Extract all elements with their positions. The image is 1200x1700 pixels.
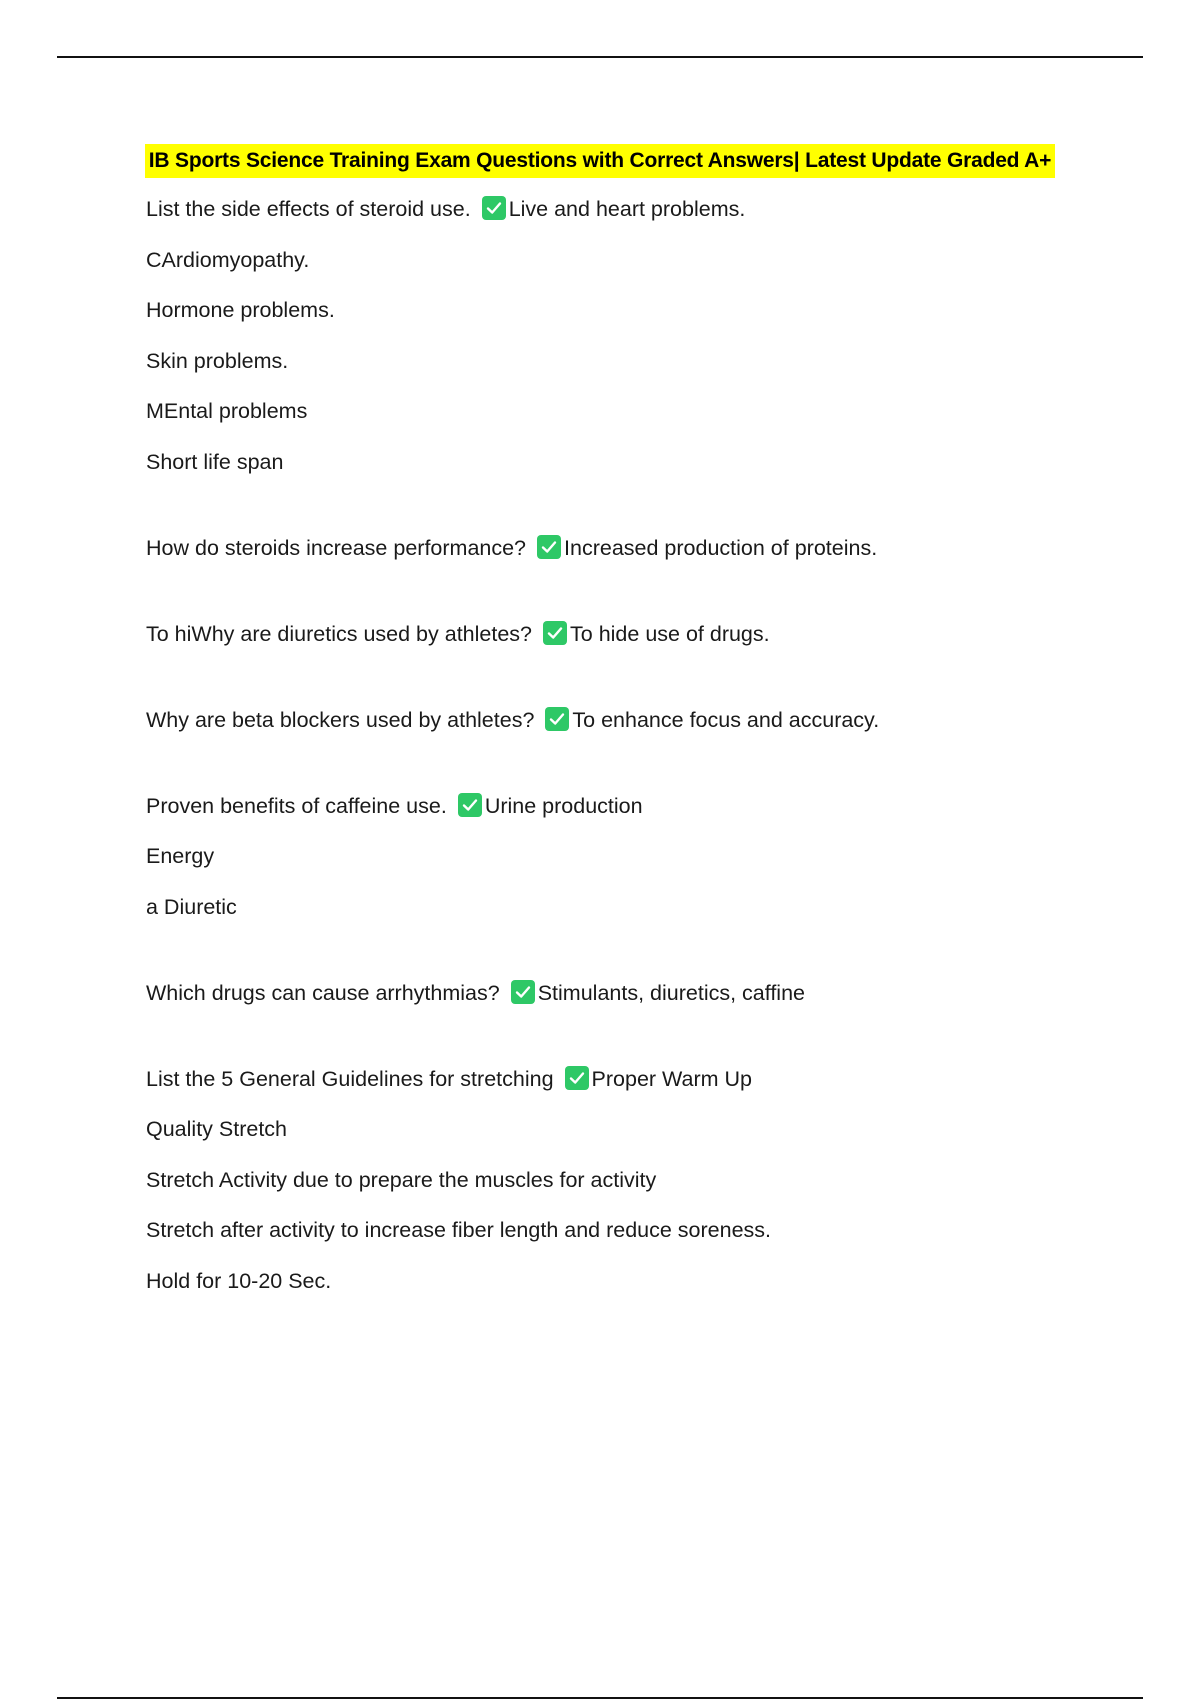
question-text: Proven benefits of caffeine use. [146, 793, 447, 818]
question-text: Which drugs can cause arrhythmias? [146, 980, 500, 1005]
bottom-rule [57, 1697, 1143, 1699]
answer-line: Short life span [146, 449, 284, 474]
question-text: How do steroids increase performance? [146, 535, 527, 560]
answer-line: Stretch Activity due to prepare the muscles for activity [146, 1167, 657, 1192]
answer-text: Live and heart problems. [508, 197, 746, 221]
document-title: IB Sports Science Training Exam Questions with Correct Answers| Latest Update Graded A+ [145, 144, 1055, 178]
answer-line: Stretch after activity to increase fiber length and reduce soreness. [146, 1218, 772, 1242]
question-line [146, 789, 1146, 823]
check-mark-icon [545, 707, 569, 731]
question-text: Why are beta blockers used by athletes? [146, 707, 535, 732]
check-mark-icon [458, 793, 482, 817]
check-mark-icon [511, 980, 535, 1004]
answer-line: MEntal problems [146, 399, 308, 423]
answer-line: a Diuretic [146, 894, 237, 919]
question-line [146, 703, 1146, 737]
check-mark-icon [543, 621, 567, 645]
question-text: List the side effects of steroid use. [146, 197, 471, 221]
question-line [146, 976, 1146, 1010]
check-mark-icon [565, 1066, 589, 1090]
qa-item [146, 1062, 1146, 1298]
qa-item [146, 789, 1146, 924]
answer-line: Hormone problems. [146, 298, 335, 322]
question-line [146, 531, 1146, 565]
question-line [146, 1062, 1146, 1096]
qa-item [146, 531, 1146, 565]
answer-text: Increased production of proteins. [564, 535, 878, 560]
answer-text: Stimulants, diuretics, caffine [537, 980, 805, 1005]
top-rule [57, 56, 1143, 58]
answer-text: Urine production [484, 793, 643, 818]
question-line [146, 192, 1146, 226]
qa-list [146, 192, 1146, 1298]
answer-text: To hide use of drugs. [570, 621, 770, 646]
question-line [146, 617, 1146, 651]
answer-line: Energy [146, 844, 215, 868]
answer-line: Hold for 10-20 Sec. [146, 1268, 332, 1293]
check-mark-icon [482, 196, 506, 220]
question-text: To hiWhy are diuretics used by athletes? [146, 621, 533, 646]
answer-line: Quality Stretch [146, 1117, 287, 1141]
question-text: List the 5 General Guidelines for stretching [146, 1066, 554, 1091]
answer-line: CArdiomyopathy. [146, 247, 310, 272]
answer-text: To enhance focus and accuracy. [572, 707, 880, 732]
qa-item [146, 617, 1146, 651]
title-block [0, 144, 1200, 178]
qa-item [146, 976, 1146, 1010]
qa-item [146, 703, 1146, 737]
answer-text: Proper Warm Up [591, 1066, 753, 1091]
qa-item [146, 192, 1146, 479]
check-mark-icon [537, 535, 561, 559]
answer-line: Skin problems. [146, 348, 289, 373]
